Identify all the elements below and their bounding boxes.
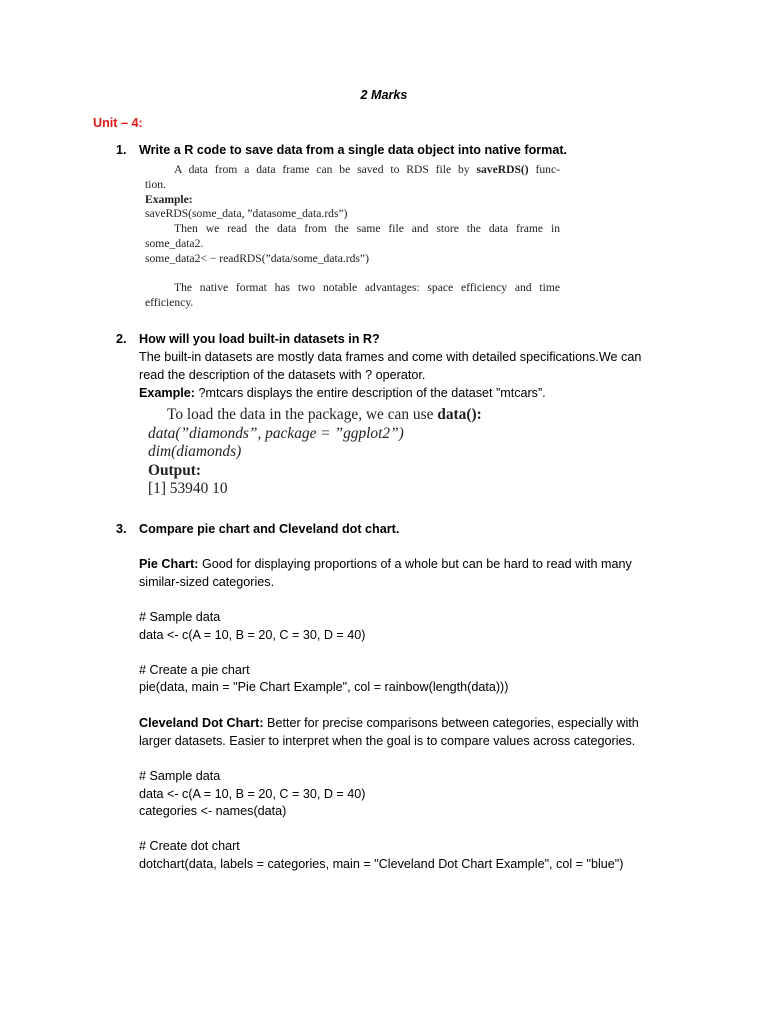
- question-2-text: How will you load built-in datasets in R?: [139, 332, 380, 346]
- q1-answer-line: tion.: [145, 177, 166, 191]
- question-3-number: 3.: [116, 522, 127, 536]
- code-line: categories <- names(data): [139, 804, 287, 819]
- code-line: # Sample data: [139, 769, 221, 783]
- question-2-number: 2.: [116, 332, 127, 346]
- q2-box-code: data(”diamonds”, package = ”ggplot2”): [148, 424, 404, 442]
- question-1-text: Write a R code to save data from a single data object into native format.: [139, 143, 568, 157]
- code-line: [139, 644, 508, 662]
- q2-box-line: To load the data in the package, we can use data():: [167, 406, 482, 423]
- code-line: pie(data, main = "Pie Chart Example", col = rainbow(length(data))): [139, 680, 509, 695]
- q1-code-line: some_data2< − readRDS(”data/some_data.rds”): [145, 251, 369, 265]
- code-line: data <- c(A = 10, B = 20, C = 30, D = 40): [139, 627, 366, 642]
- q2-box-code: dim(diamonds): [148, 443, 242, 460]
- q1-answer-line: efficiency.: [145, 296, 194, 310]
- q1-answer-line: Then we read the data from the same file and store the data frame in: [174, 222, 560, 236]
- q1-answer-line: some_data2.: [145, 236, 204, 250]
- question-2-code-image: [148, 406, 482, 499]
- pie-chart-description: Pie Chart: Good for displaying proportions of a whole but can be hard to read with many: [139, 557, 632, 571]
- code-line: # Create a pie chart: [139, 662, 250, 677]
- code-line: # Create dot chart: [139, 839, 240, 854]
- question-2-answer-line: The built-in datasets are mostly data frames and come with detailed specifications.We can: [139, 350, 642, 364]
- unit-label: Unit – 4:: [93, 116, 143, 130]
- q1-example-label: Example:: [145, 192, 193, 206]
- question-1-number: 1.: [116, 143, 127, 157]
- dot-chart-code: [139, 768, 623, 874]
- code-line: dotchart(data, labels = categories, main = "Cleveland Dot Chart Example", col = "blue"): [139, 856, 624, 871]
- q1-answer-line: A data from a data frame can be saved to RDS file by saveRDS() func-: [174, 163, 560, 176]
- pie-chart-code: [139, 609, 508, 697]
- code-line: data <- c(A = 10, B = 20, C = 30, D = 40): [139, 786, 366, 801]
- dot-chart-description: Cleveland Dot Chart: Better for precise comparisons between categories, especially with: [139, 716, 639, 730]
- page-heading: 2 Marks: [360, 88, 408, 102]
- q2-output-label: Output:: [148, 461, 202, 479]
- q1-code-line: saveRDS(some_data, ”datasome_data.rds”): [145, 207, 348, 221]
- dot-chart-description: larger datasets. Easier to interpret when the goal is to compare values across categories.: [139, 734, 636, 748]
- question-1-answer-image: [145, 163, 560, 311]
- q2-output-value: [1] 53940 10: [148, 480, 228, 497]
- code-line: # Sample data: [139, 610, 221, 624]
- q1-answer-line: The native format has two notable advantages: space efficiency and time: [174, 281, 560, 295]
- question-3-text: Compare pie chart and Cleveland dot chart.: [139, 522, 400, 536]
- question-2-answer-line: read the description of the datasets with ? operator.: [139, 368, 426, 382]
- question-2-example: Example: ?mtcars displays the entire description of the dataset ”mtcars”.: [139, 386, 546, 400]
- pie-chart-description: similar-sized categories.: [139, 575, 275, 589]
- code-line: [139, 821, 623, 839]
